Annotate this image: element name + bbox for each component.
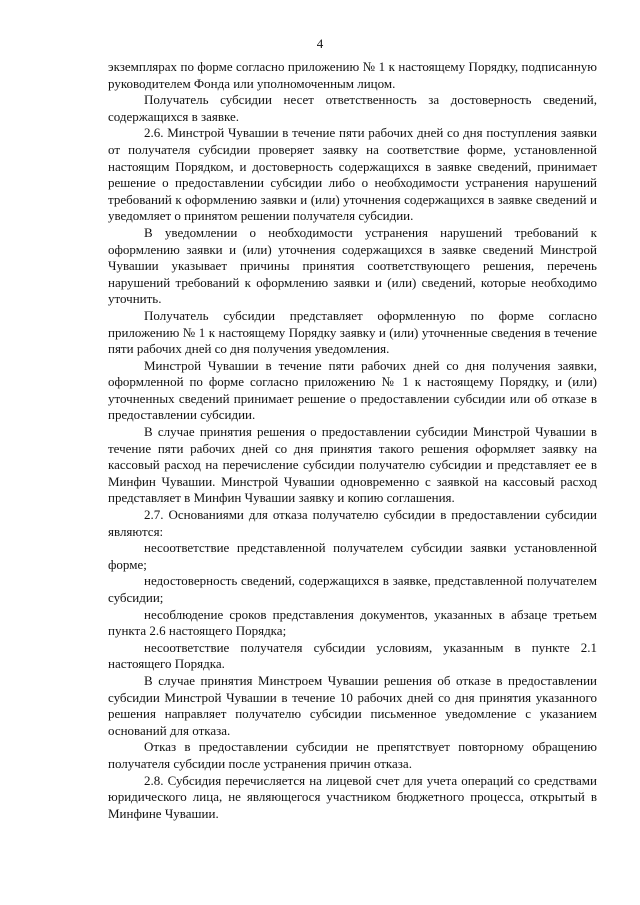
paragraph-section-2-7: 2.7. Основаниями для отказа получателю субсидии в предоставлении субсидии являются: [108,507,597,539]
paragraph: Получатель субсидии несет ответственность за достоверность сведений, содержащихся в заявке. [108,92,597,124]
list-item: несоблюдение сроков представления документов, указанных в абзаце третьем пункта 2.6 настоящего Порядка; [108,606,597,639]
paragraph: Отказ в предоставлении субсидии не препятствует повторному обращению получателя субсидии после устранения причин отказа. [108,739,597,771]
paragraph: В уведомлении о необходимости устранения нарушений требований к оформлению заявки и (или) уточнения содержащихся в заявке сведений Минстрой Чувашии указывает причины принятия соответствующего решения, перечень нарушений требований к оформлению заявки и (или) сведений, которые необходимо уточнить. [108,224,597,307]
list-item: несоответствие получателя субсидии условиям, указанным в пункте 2.1 настоящего Порядка. [108,639,597,672]
document-body [108,59,597,822]
paragraph: Минстрой Чувашии в течение пяти рабочих дней со дня получения заявки, оформленной по форме согласно приложению № 1 к настоящему Порядку, и (или) уточненных сведений принимает решение о предоставлении субсидии или об отказе в предоставлении субсидии. [108,357,597,423]
paragraph: В случае принятия Минстроем Чувашии решения об отказе в предоставлении субсидии Минстрой Чувашии в течение 10 рабочих дней со дня принятия указанного решения направляет получателю субсидии письменное уведомление с указанием оснований для отказа. [108,672,597,738]
page-number: 4 [316,36,324,51]
paragraph-continuation: экземплярах по форме согласно приложению № 1 к настоящему Порядку, подписанную руководителем Фонда или уполномоченным лицом. [108,59,597,91]
paragraph: Получатель субсидии представляет оформленную по форме согласно приложению № 1 к настоящему Порядку заявку и (или) уточненные сведения в течение пяти рабочих дней со дня получения уведомления. [108,307,597,357]
paragraph: В случае принятия решения о предоставлении субсидии Минстрой Чувашии в течение пяти рабочих дней со дня принятия такого решения оформляет заявку на кассовый расход на перечисление субсидии получателю субсидии и представляет ее в Минфин Чувашии. Минстрой Чувашии одновременно с заявкой на кассовый расход представляет в Минфин Чувашии заявку и копию соглашения. [108,424,597,506]
paragraph-section-2-6: 2.6. Минстрой Чувашии в течение пяти рабочих дней со дня поступления заявки от получателя субсидии проверяет заявку на соответствие форме, установленной настоящим Порядком, и достоверность содержащихся в заявке сведений, принимает решение о предоставлении субсидии либо о необходимости устранения нарушений требований к оформлению заявки и (или) уточнения содержащихся в заявке сведений и уведомляет о принятом решении получателя субсидии. [108,125,597,224]
list-item: недостоверность сведений, содержащихся в заявке, представленной получателем субсидии; [108,573,597,605]
paragraph-section-2-8: 2.8. Субсидия перечисляется на лицевой счет для учета операций со средствами юридического лица, не являющегося участником бюджетного процесса, открытый в Минфине Чувашии. [108,772,597,821]
list-item: несоответствие представленной получателем субсидии заявки установленной форме; [108,540,597,572]
